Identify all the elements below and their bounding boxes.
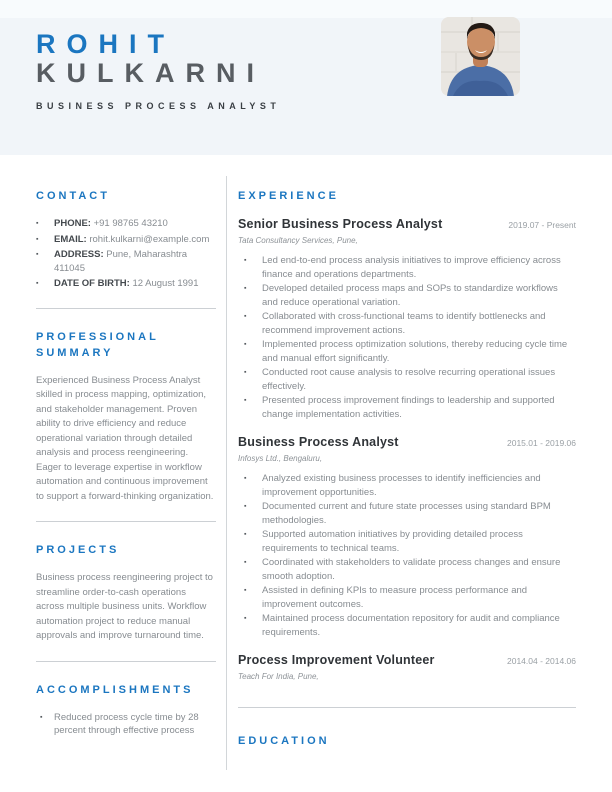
column-divider	[226, 176, 227, 770]
job-bullet: ▪ Analyzed existing business processes to identify inefficiencies and improvement opportunities.	[238, 472, 576, 499]
job-company: Tata Consultancy Services, Pune,	[238, 236, 358, 245]
job-bullet: ▪ Coordinated with stakeholders to validate process changes and ensure smooth adoption.	[238, 556, 576, 583]
contact-item-address	[36, 248, 216, 275]
name-block	[36, 30, 280, 111]
job-bullet-list	[238, 472, 576, 639]
section-divider	[36, 661, 216, 662]
experience-entry	[238, 435, 576, 639]
accomplishment-item: ▪ Reduced process cycle time by 28 percent through effective process	[36, 711, 216, 738]
job-title: Senior Business Process Analyst	[238, 217, 443, 231]
first-name: ROHIT	[36, 29, 175, 59]
job-headline: BUSINESS PROCESS ANALYST	[36, 101, 281, 111]
accomplishments-heading: ACCOMPLISHMENTS	[36, 683, 194, 696]
job-bullet: ▪ Led end-to-end process analysis initiatives to improve efficiency across finance and operations departments.	[238, 254, 576, 281]
job-bullet: ▪ Developed detailed process maps and SOPs to standardize workflows and reduce operational variation.	[238, 282, 576, 309]
job-header	[238, 435, 576, 449]
projects-text: Business process reengineering project to streamline order-to-cash operations across multiple business units. Workflow automation project to reduce manual approvals and improve turnaround time.	[36, 572, 213, 641]
job-bullet: ▪ Implemented process optimization solutions, thereby reducing cycle time and manual effort significantly.	[238, 338, 576, 365]
job-dates: 2014.04 - 2014.06	[506, 656, 576, 666]
job-company: Infosys Ltd., Bengaluru,	[238, 454, 323, 463]
experience-entry	[238, 217, 576, 421]
contact-label: ADDRESS:	[54, 249, 104, 260]
section-divider	[238, 707, 576, 708]
job-bullet: ▪ Documented current and future state processes using standard BPM methodologies.	[238, 500, 576, 527]
job-bullet: ▪ Assisted in defining KPIs to measure process performance and improvement outcomes.	[238, 584, 576, 611]
job-dates: 2019.07 - Present	[508, 220, 576, 230]
experience-heading: EXPERIENCE	[238, 190, 339, 202]
job-bullet-list	[238, 254, 576, 421]
contact-label: DATE OF BIRTH:	[54, 278, 130, 289]
experience-entry	[238, 653, 576, 681]
right-column	[238, 188, 576, 749]
section-divider	[36, 308, 216, 309]
contact-list	[36, 217, 216, 291]
header-band-top	[0, 0, 612, 18]
profile-photo-illustration	[441, 17, 520, 96]
job-bullet: ▪ Maintained process documentation repository for audit and compliance requirements.	[238, 612, 576, 639]
job-header	[238, 653, 576, 667]
job-bullet: ▪ Collaborated with cross-functional teams to identify bottlenecks and recommend improvement actions.	[238, 310, 576, 337]
job-bullet: ▪ Supported automation initiatives by providing detailed process requirements to technical teams.	[238, 528, 576, 555]
section-divider	[36, 521, 216, 522]
contact-item-phone	[36, 217, 216, 231]
job-company: Teach For India, Pune,	[238, 672, 319, 681]
contact-value: +91 98765 43210	[93, 218, 168, 229]
accomplishments-list	[36, 711, 216, 738]
contact-value: Pune, Maharashtra 411045	[54, 249, 188, 274]
job-header	[238, 217, 576, 231]
job-dates: 2015.01 - 2019.06	[506, 438, 576, 448]
job-title: Process Improvement Volunteer	[238, 653, 435, 667]
contact-value: rohit.kulkarni@example.com	[89, 233, 210, 245]
education-heading: EDUCATION	[238, 735, 330, 747]
contact-value: 12 August 1991	[132, 278, 199, 289]
summary-heading: PROFESSIONAL SUMMARY	[36, 330, 159, 359]
job-bullet: ▪ Presented process improvement findings to leadership and supported change implementation activities.	[238, 394, 576, 421]
contact-label: EMAIL:	[54, 233, 87, 245]
projects-heading: PROJECTS	[36, 544, 120, 556]
summary-text: Experienced Business Process Analyst skilled in process mapping, optimization, and stakeholder management. Proven ability to drive efficiency and reduce operational variation through detailed analysis and process reengineering. Eager to leverage expertise in workflow automation and continuous improvement to support a forward-thinking organization.	[36, 374, 214, 502]
contact-heading: CONTACT	[36, 190, 110, 202]
profile-photo	[441, 17, 520, 96]
contact-item-email	[36, 233, 216, 247]
contact-label: PHONE:	[54, 218, 91, 229]
job-title: Business Process Analyst	[238, 435, 399, 449]
contact-item-dob	[36, 277, 216, 291]
left-column	[36, 188, 216, 738]
last-name: KULKARNI	[36, 58, 265, 88]
job-bullet: ▪ Conducted root cause analysis to resolve recurring operational issues effectively.	[238, 366, 576, 393]
